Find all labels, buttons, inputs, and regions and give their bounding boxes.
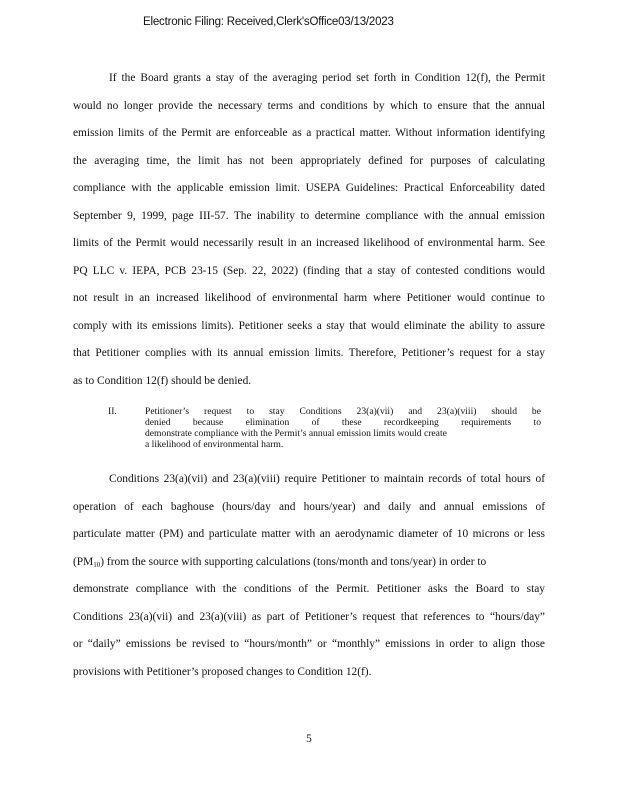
paragraph-line: September 9, 1999, page III-57. The inability to determine compliance with the annual emission: [73, 210, 545, 222]
paragraph-line: If the Board grants a stay of the averaging period set forth in Condition 12(f), the Permit: [109, 72, 545, 84]
section-heading-line: denied because elimination of these recordkeeping requirements to: [145, 417, 541, 428]
section-number: II.: [108, 406, 117, 417]
paragraph-line: the averaging time, the limit has not been appropriately defined for purposes of calculating: [73, 155, 545, 167]
paragraph-line-pm10: [73, 555, 545, 569]
section-heading-line: Petitioner’s request to stay Conditions 23(a)(vii) and 23(a)(viii) should be: [145, 406, 541, 417]
paragraph-line: not result in an increased likelihood of environmental harm where Petitioner would continue to: [73, 292, 545, 304]
paragraph-line: Conditions 23(a)(vii) and 23(a)(viii) require Petitioner to maintain records of total hours of: [109, 473, 545, 485]
paragraph-line: or “daily” emissions be revised to “hours/month” or “monthly” emissions in order to align those: [73, 638, 545, 650]
paragraph-line: limits of the Permit would necessarily result in an increased likelihood of environmental harm. See: [73, 237, 545, 249]
paragraph-line: that Petitioner complies with its annual emission limits. Therefore, Petitioner’s request for a stay: [73, 347, 545, 359]
paragraph-line: emission limits of the Permit are enforceable as a practical matter. Without information identifying: [73, 127, 545, 139]
paragraph-line: would no longer provide the necessary terms and conditions by which to ensure that the annual: [73, 100, 545, 112]
pm-rest-text: ) from the source with supporting calculations (tons/month and tons/year) in order to: [100, 556, 487, 568]
section-heading-line: demonstrate compliance with the Permit’s annual emission limits would create: [145, 428, 447, 439]
pm-text: (PM: [73, 556, 94, 568]
paragraph-line: particulate matter (PM) and particulate matter with an aerodynamic diameter of 10 microns or less: [73, 528, 545, 540]
section-heading-line: a likelihood of environmental harm.: [145, 439, 284, 450]
paragraph-line: Conditions 23(a)(vii) and 23(a)(viii) as part of Petitioner’s request that references to “hours/day”: [73, 611, 545, 623]
pm-subscript: 10: [93, 561, 101, 569]
paragraph-line: compliance with the applicable emission limit. USEPA Guidelines: Practical Enforceability dated: [73, 182, 545, 194]
paragraph-line: comply with its emissions limits). Petitioner seeks a stay that would eliminate the ability to assure: [73, 320, 545, 332]
paragraph-line: PQ LLC v. IEPA, PCB 23-15 (Sep. 22, 2022) (finding that a stay of contested conditions would: [73, 265, 545, 277]
filing-stamp: Electronic Filing: Received,Clerk'sOffice03/13/2023: [143, 16, 394, 28]
paragraph-line: as to Condition 12(f) should be denied.: [73, 375, 252, 387]
paragraph-line: operation of each baghouse (hours/day and hours/year) and daily and annual emissions of: [73, 501, 545, 513]
page-number: 5: [306, 733, 312, 745]
paragraph-line: provisions with Petitioner’s proposed changes to Condition 12(f).: [73, 666, 372, 678]
paragraph-line: demonstrate compliance with the conditions of the Permit. Petitioner asks the Board to stay: [73, 583, 545, 595]
